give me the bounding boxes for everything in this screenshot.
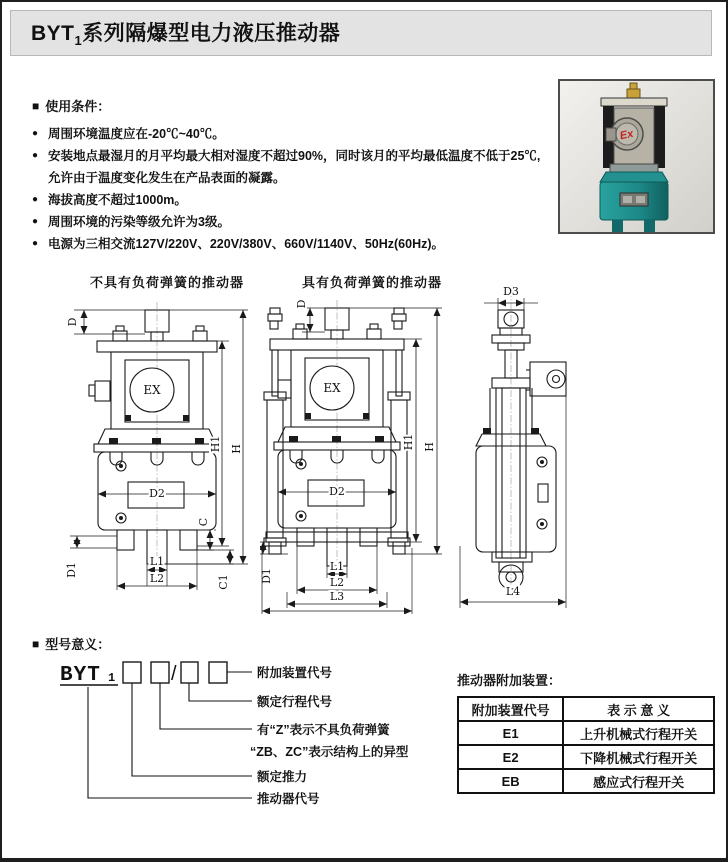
product-photo-image — [560, 81, 713, 232]
svg-text:D1: D1 — [260, 568, 273, 584]
table-row — [458, 769, 714, 793]
condition-text: 安装地点最湿月的月平均最大相对湿度不超过90%，同时该月的平均最低温度不低于25℃,允许由于温度变化发生在产品表面的凝露。 — [48, 149, 541, 185]
conditions-heading-text: 使用条件： — [45, 99, 111, 114]
svg-text:D1: D1 — [65, 562, 78, 578]
diagram-no-spring — [64, 294, 254, 607]
dimension-lines — [260, 299, 442, 614]
cell-code: EB — [458, 769, 563, 793]
page-title-bar — [10, 10, 712, 56]
diagram-title-no-spring: 不具有负荷弹簧的推动器 — [90, 275, 245, 290]
svg-text:C: C — [197, 517, 210, 527]
model-meaning-heading — [32, 634, 110, 653]
model-label-thrust: 额定推力 — [257, 770, 308, 784]
svg-text:D2: D2 — [149, 487, 165, 500]
svg-text:L2: L2 — [149, 572, 165, 585]
conditions-heading — [32, 96, 552, 115]
ex-marking: Ex — [618, 127, 635, 143]
condition-text: 海拔高度不超过1000m。 — [48, 193, 187, 207]
condition-item — [32, 189, 552, 211]
bolt-marks — [289, 413, 384, 518]
svg-text:H1: H1 — [402, 433, 415, 451]
section-marker-icon: ■ — [32, 98, 40, 113]
ex-circle-label: EX — [323, 381, 341, 395]
svg-text:L2: L2 — [329, 576, 345, 589]
bolt-marks — [109, 415, 204, 520]
cell-meaning: 感应式行程开关 — [563, 769, 714, 793]
col-header-code: 附加装置代号 — [458, 697, 563, 721]
accessories-section — [457, 670, 715, 794]
condition-item — [32, 123, 552, 145]
table-header-row — [458, 697, 714, 721]
accessories-title: 推动器附加装置： — [457, 673, 562, 688]
svg-text:L3: L3 — [329, 590, 345, 603]
section-marker-icon: ■ — [32, 636, 40, 651]
model-code-slash: / — [171, 663, 177, 685]
condition-item — [32, 211, 552, 233]
svg-text:D: D — [66, 317, 79, 327]
svg-text:L4: L4 — [505, 585, 521, 598]
svg-text:D3: D3 — [503, 285, 519, 298]
svg-text:H: H — [230, 444, 243, 454]
svg-text:L1: L1 — [149, 555, 165, 568]
svg-text:H1: H1 — [209, 435, 222, 453]
model-code-diagram — [52, 654, 452, 817]
model-label-attach: 附加装置代号 — [257, 666, 333, 680]
title-suffix: 系列隔爆型电力液压推动器 — [82, 22, 341, 46]
condition-text: 周围环境温度应在-20℃~40℃。 — [48, 127, 225, 141]
condition-item — [32, 145, 552, 189]
model-meaning-heading-text: 型号意义： — [45, 637, 111, 652]
bullet-icon: ● — [32, 238, 39, 249]
condition-text: 电源为三相交流127V/220V、220V/380V、660V/1140V、50Hz(60Hz)。 — [48, 237, 445, 251]
title-prefix: BYT — [31, 22, 75, 46]
bullet-icon: ● — [32, 150, 39, 161]
ex-circle-label: EX — [143, 383, 161, 397]
diagram-title-with-spring: 具有负荷弹簧的推动器 — [302, 275, 443, 290]
page-title — [31, 17, 340, 48]
model-label-code: 推动器代号 — [257, 792, 320, 806]
svg-text:H: H — [423, 442, 436, 452]
table-row — [458, 745, 714, 769]
svg-text:D: D — [295, 299, 308, 309]
condition-item — [32, 233, 552, 255]
svg-text:C1: C1 — [217, 574, 230, 590]
model-label-zbzc-note: “ZB、ZC”表示结构上的异型 — [250, 745, 409, 759]
cell-meaning: 下降机械式行程开关 — [563, 745, 714, 769]
accessories-table — [457, 696, 715, 794]
diagram-with-spring — [260, 292, 457, 619]
table-row — [458, 721, 714, 745]
col-header-meaning: 表 示 意 义 — [563, 697, 714, 721]
svg-text:L1: L1 — [329, 560, 345, 573]
leader-lines — [88, 672, 252, 798]
model-code-prefix: BYT — [60, 664, 101, 687]
bullet-icon: ● — [32, 128, 39, 139]
bolt-marks — [483, 428, 544, 526]
thruster-side-outline — [476, 310, 566, 589]
bullet-icon: ● — [32, 194, 39, 205]
photo-device — [600, 83, 668, 232]
model-label-stroke: 额定行程代号 — [257, 695, 333, 709]
diagram-side-view — [454, 284, 642, 619]
condition-text: 周围环境的污染等级允许为3级。 — [48, 215, 230, 229]
svg-text:D2: D2 — [329, 485, 345, 498]
cell-meaning: 上升机械式行程开关 — [563, 721, 714, 745]
cell-code: E1 — [458, 721, 563, 745]
model-code-subscript: 1 — [108, 671, 116, 685]
usage-conditions-section — [32, 96, 552, 255]
product-photo — [558, 79, 715, 234]
title-subscript: 1 — [74, 33, 83, 49]
bullet-icon: ● — [32, 216, 39, 227]
model-label-z-note: 有“Z”表示不具负荷弹簧 — [257, 723, 390, 737]
cell-code: E2 — [458, 745, 563, 769]
